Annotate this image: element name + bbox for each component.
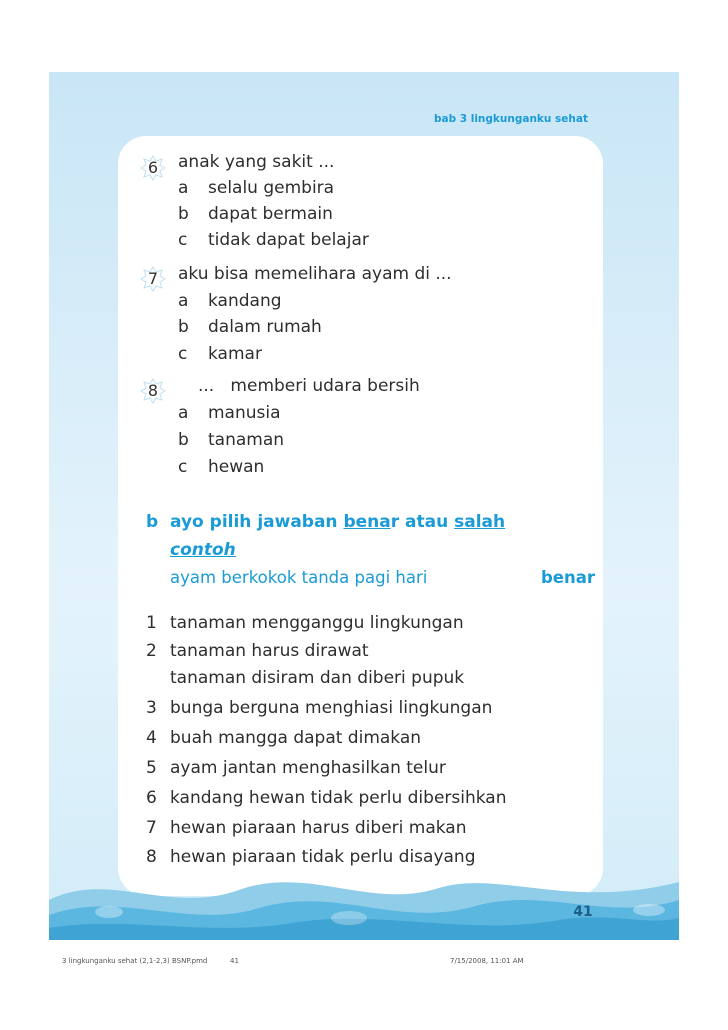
- benar-suffix: r: [390, 512, 400, 532]
- option-text: hewan: [208, 457, 265, 477]
- statement-text: hewan piaraan tidak perlu disayang: [170, 847, 476, 867]
- example-statement: ayam berkokok tanda pagi hari: [170, 568, 428, 587]
- statement-text: tanaman mengganggu lingkungan: [170, 613, 464, 633]
- option-letter: c: [178, 230, 188, 250]
- option-text: tanaman: [208, 430, 285, 450]
- option-text: manusia: [208, 403, 281, 423]
- option-letter: b: [178, 430, 189, 450]
- option-letter: b: [178, 317, 189, 337]
- footer-datetime: 7/15/2008, 11:01 AM: [450, 957, 524, 965]
- option-letter: c: [178, 344, 188, 364]
- question-number-badge: [140, 378, 166, 404]
- statement-number: 5: [146, 758, 157, 778]
- option-letter: a: [178, 291, 189, 311]
- question-stem: aku bisa memelihara ayam di ...: [178, 264, 452, 284]
- statement-number: 8: [146, 847, 157, 867]
- option-text: dalam rumah: [208, 317, 322, 337]
- option-text: kamar: [208, 344, 262, 364]
- option-text: dapat bermain: [208, 204, 333, 224]
- statement-number: 1: [146, 613, 157, 633]
- option-letter: a: [178, 178, 189, 198]
- statement-number: 4: [146, 728, 157, 748]
- example-answer: benar: [541, 568, 596, 587]
- statement-text: buah mangga dapat dimakan: [170, 728, 422, 748]
- statement-text: bunga berguna menghiasi lingkungan: [170, 698, 493, 718]
- option-text: selalu gembira: [208, 178, 335, 198]
- option-letter: b: [178, 204, 189, 224]
- question-number: 6: [147, 158, 159, 177]
- option-letter: c: [178, 457, 188, 477]
- statement-number: 7: [146, 818, 157, 838]
- question-stem: anak yang sakit ...: [178, 152, 335, 172]
- question-number: 7: [147, 269, 159, 288]
- statement-continuation: tanaman disiram dan diberi pupuk: [170, 668, 465, 688]
- option-text: kandang: [208, 291, 282, 311]
- benar-underlined: bena: [343, 512, 391, 532]
- question-stem: ... memberi udara bersih: [198, 376, 420, 396]
- salah-underlined: salah: [454, 512, 506, 532]
- statement-text: ayam jantan menghasilkan telur: [170, 758, 446, 778]
- question-number: 8: [147, 381, 159, 400]
- statement-text: tanaman harus dirawat: [170, 641, 369, 661]
- section-letter: b: [146, 512, 159, 532]
- chapter-header: bab 3 lingkunganku sehat: [434, 113, 588, 125]
- statement-number: 3: [146, 698, 157, 718]
- option-letter: a: [178, 403, 189, 423]
- page-number: 41: [573, 904, 593, 920]
- question-number-badge: [140, 266, 166, 292]
- footer-filename: 3 lingkunganku sehat (2,1-2,3) BSNP.pmd: [62, 957, 208, 965]
- example-label: contoh: [170, 540, 236, 560]
- question-number-badge: [140, 155, 166, 181]
- statement-text: hewan piaraan harus diberi makan: [170, 818, 467, 838]
- option-text: tidak dapat belajar: [208, 230, 369, 250]
- statement-number: 6: [146, 788, 157, 808]
- section-b-instruction: [146, 512, 505, 532]
- instruction-text: ayo pilih jawaban: [170, 512, 344, 532]
- statement-number: 2: [146, 641, 157, 661]
- footer-page: 41: [230, 957, 239, 965]
- instruction-connector: atau: [399, 512, 455, 532]
- statement-text: kandang hewan tidak perlu dibersihkan: [170, 788, 507, 808]
